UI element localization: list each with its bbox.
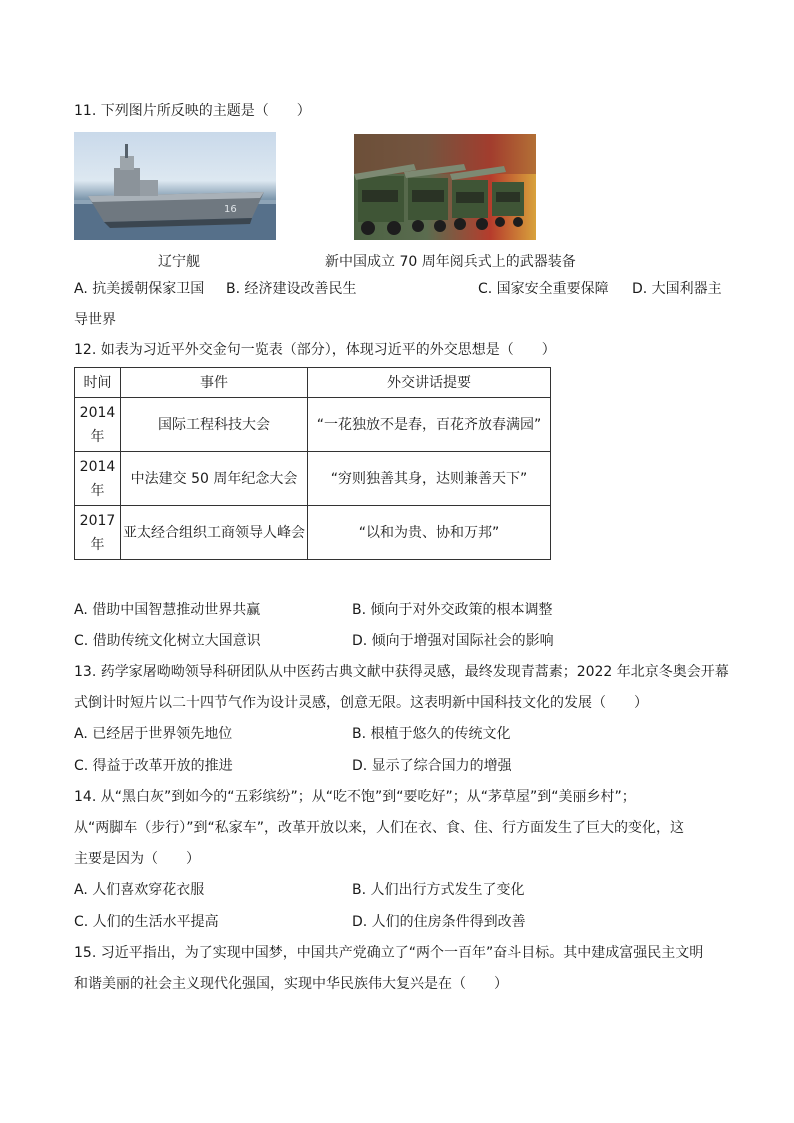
q11-stem: 11. 下列图片所反映的主题是（ ）: [74, 103, 311, 119]
q13-option-d[interactable]: D. 显示了综合国力的增强: [352, 758, 512, 774]
q13-option-c[interactable]: C. 得益于改革开放的推进: [74, 758, 233, 774]
row-event: 亚太经合组织工商领导人峰会: [121, 506, 308, 560]
q12-option-d[interactable]: D. 倾向于增强对国际社会的影响: [352, 633, 554, 649]
q15-stem-line2: 和谐美丽的社会主义现代化强国，实现中华民族伟大复兴是在（ ）: [74, 976, 508, 992]
year-text: 2014: [79, 404, 116, 421]
year-text: 2017: [79, 512, 116, 529]
row-quote: “以和为贵、协和万邦”: [308, 506, 551, 560]
row-year-cell: [75, 398, 121, 452]
q13-option-b[interactable]: B. 根植于悠久的传统文化: [352, 726, 511, 742]
q14-option-a[interactable]: A. 人们喜欢穿花衣服: [74, 882, 205, 898]
q14-option-b[interactable]: B. 人们出行方式发生了变化: [352, 882, 525, 898]
q12-stem: 12. 如表为习近平外交金句一览表（部分），体现习近平的外交思想是（ ）: [74, 342, 556, 358]
row-quote: “一花独放不是春，百花齐放春满园”: [308, 398, 551, 452]
q14-stem-line3: 主要是因为（ ）: [74, 851, 200, 867]
row-quote: “穷则独善其身，达则兼善天下”: [308, 452, 551, 506]
header-event: 事件: [121, 368, 308, 398]
q15-stem-line1: 15. 习近平指出，为了实现中国梦，中国共产党确立了“两个一百年”奋斗目标。其中建成富强民主文明: [74, 945, 704, 961]
row-year-cell: [75, 452, 121, 506]
q14-option-d[interactable]: D. 人们的住房条件得到改善: [352, 914, 526, 930]
year-unit: 年: [90, 536, 105, 553]
q12-option-b[interactable]: B. 倾向于对外交政策的根本调整: [352, 602, 553, 618]
row-event: 中法建交 50 周年纪念大会: [121, 452, 308, 506]
caption-liaoning: 辽宁舰: [158, 254, 200, 270]
row-event: 国际工程科技大会: [121, 398, 308, 452]
caption-parade: 新中国成立 70 周年阅兵式上的武器装备: [325, 254, 576, 270]
q11-option-a[interactable]: A. 抗美援朝保家卫国: [74, 281, 205, 297]
q11-option-c[interactable]: C. 国家安全重要保障: [478, 281, 609, 297]
row-year-cell: [75, 506, 121, 560]
q11-option-b[interactable]: B. 经济建设改善民生: [226, 281, 357, 297]
q13-stem-line2: 式倒计时短片以二十四节气作为设计灵感，创意无限。这表明新中国科技文化的发展（ ）: [74, 695, 648, 711]
table-row: [75, 506, 551, 560]
q11-option-d-continued: 导世界: [74, 312, 116, 328]
table-row: [75, 398, 551, 452]
q13-option-a[interactable]: A. 已经居于世界领先地位: [74, 726, 233, 742]
header-speech: 外交讲话提要: [308, 368, 551, 398]
parade-missile-vehicles-photo: [354, 134, 536, 240]
svg-text:16: 16: [224, 204, 237, 215]
year-unit: 年: [90, 482, 105, 499]
header-time: 时间: [75, 368, 121, 398]
q14-option-c[interactable]: C. 人们的生活水平提高: [74, 914, 219, 930]
q14-stem-line1: 14. 从“黑白灰”到如今的“五彩缤纷”；从“吃不饱”到“要吃好”；从“茅草屋”到“美丽乡村”；: [74, 789, 636, 805]
table-header-row: [75, 368, 551, 398]
table-row: [75, 452, 551, 506]
diplomacy-quotes-table: [74, 367, 551, 560]
q14-stem-line2: 从“两脚车（步行）”到“私家车”，改革开放以来，人们在衣、食、住、行方面发生了巨大的变化，这: [74, 820, 685, 836]
year-unit: 年: [90, 428, 105, 445]
year-text: 2014: [79, 458, 116, 475]
q12-option-c[interactable]: C. 借助传统文化树立大国意识: [74, 633, 261, 649]
q11-option-d[interactable]: D. 大国利器主: [632, 281, 722, 297]
liaoning-carrier-photo: [74, 132, 276, 240]
q13-stem-line1: 13. 药学家屠呦呦领导科研团队从中医药古典文献中获得灵感，最终发现青蒿素；2022 年北京冬奥会开幕: [74, 664, 729, 680]
q12-option-a[interactable]: A. 借助中国智慧推动世界共赢: [74, 602, 261, 618]
